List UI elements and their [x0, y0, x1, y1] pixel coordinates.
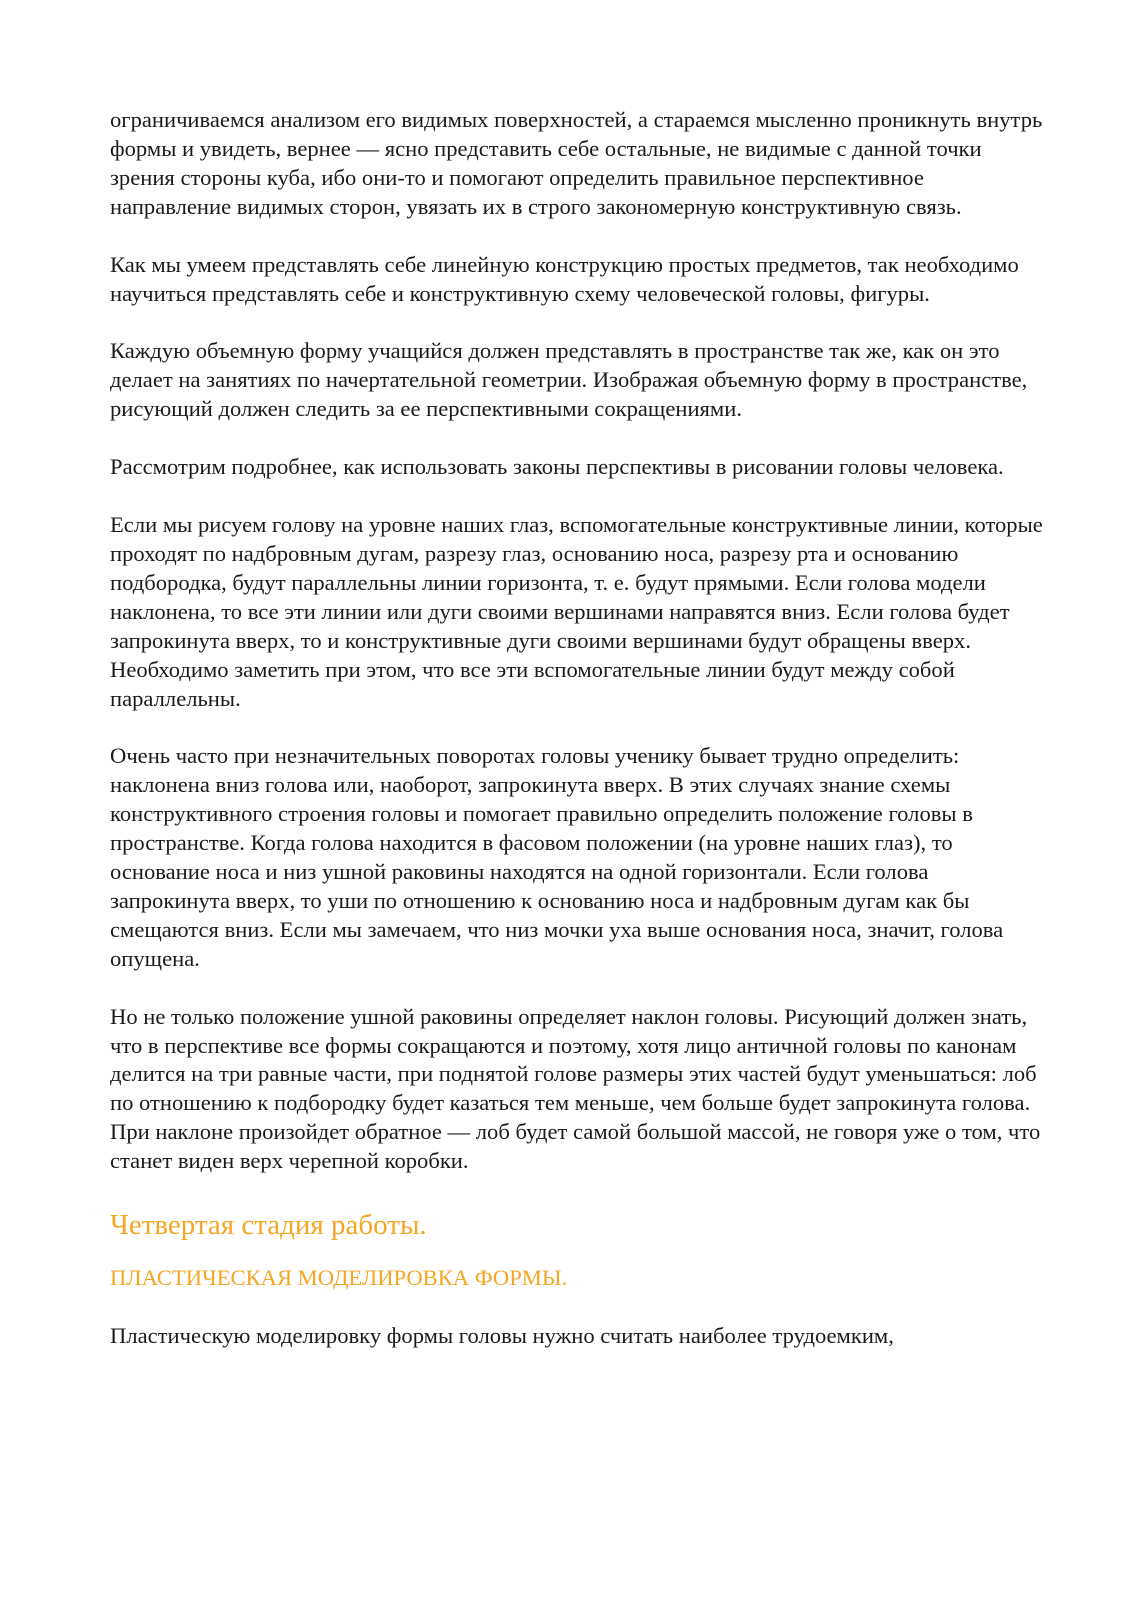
paragraph-6: Очень часто при незначительных поворотах головы ученику бывает трудно определить: наклонена вниз голова или, наоборот, запрокинута вверх. В этих случаях знание схемы конструктивного строения головы и помогает правильно определить положение головы в пространстве. Когда голова находится в фасовом положении (на уровне наших глаз), то основание носа и низ ушной раковины находятся на одной горизонтали. Если голова запрокинута вверх, то уши по отношению к основанию носа и надбровным дугам как бы смещаются вниз. Если мы замечаем, что низ мочки уха выше основания носа, значит, голова опущена. — [110, 743, 1004, 971]
paragraph-7: Но не только положение ушной раковины определяет наклон головы. Рисующий должен знать, что в перспективе все формы сокращаются и поэтому, хотя лицо античной головы по канонам делится на три равные части, при поднятой голове размеры этих частей будут уменьшаться: лоб по отношению к подбородку будет казаться тем меньше, чем больше будет запрокинута голова. При наклоне произойдет обратное — лоб будет самой большой массой, не говоря уже о том, что станет виден верх черепной коробки. — [110, 1003, 1041, 1174]
paragraph-5: Если мы рисуем голову на уровне наших глаз, вспомогательные конструктивные линии, которые проходят по надбровным дугам, разрезу глаз, основанию носа, разрезу рта и основанию подбородка, будут параллельны линии горизонта, т. е. будут прямыми. Если голова модели наклонена, то все эти линии или дуги своими вершинами направятся вниз. Если голова будет запрокинута вверх, то и конструктивные дуги своими вершинами будут обращены вверх. Необходимо заметить при этом, что все эти вспомогательные линии будут между собой параллельны. — [110, 512, 1043, 711]
document-page — [110, 106, 1045, 1380]
paragraph-1: ограничиваемся анализом его видимых поверхностей, а стараемся мысленно проникнуть внутрь формы и увидеть, вернее — ясно представить себе остальные, не видимые с данной точки зрения стороны куба, ибо они-то и помогают определить правильное перспективное направление видимых сторон, увязать их в строго закономерную конструктивную связь. — [110, 107, 1043, 219]
chapter-heading: Четвертая стадия работы. — [110, 1209, 427, 1242]
section-heading: ПЛАСТИЧЕСКАЯ МОДЕЛИРОВКА ФОРМЫ. — [110, 1265, 568, 1291]
paragraph-3: Каждую объемную форму учащийся должен представлять в пространстве так же, как он это делает на занятиях по начертательной геометрии. Изображая объемную форму в пространстве, рисующий должен следить за ее перспективными сокращениями. — [110, 338, 1028, 422]
paragraph-2: Как мы умеем представлять себе линейную конструкцию простых предметов, так необходимо научиться представлять себе и конструктивную схему человеческой головы, фигуры. — [110, 251, 1019, 306]
final-paragraph: Пластическую моделировку формы головы нужно считать наиболее трудоемким, — [110, 1323, 894, 1349]
paragraph-4: Рассмотрим подробнее, как использовать законы перспективы в рисовании головы человека. — [110, 454, 1004, 480]
